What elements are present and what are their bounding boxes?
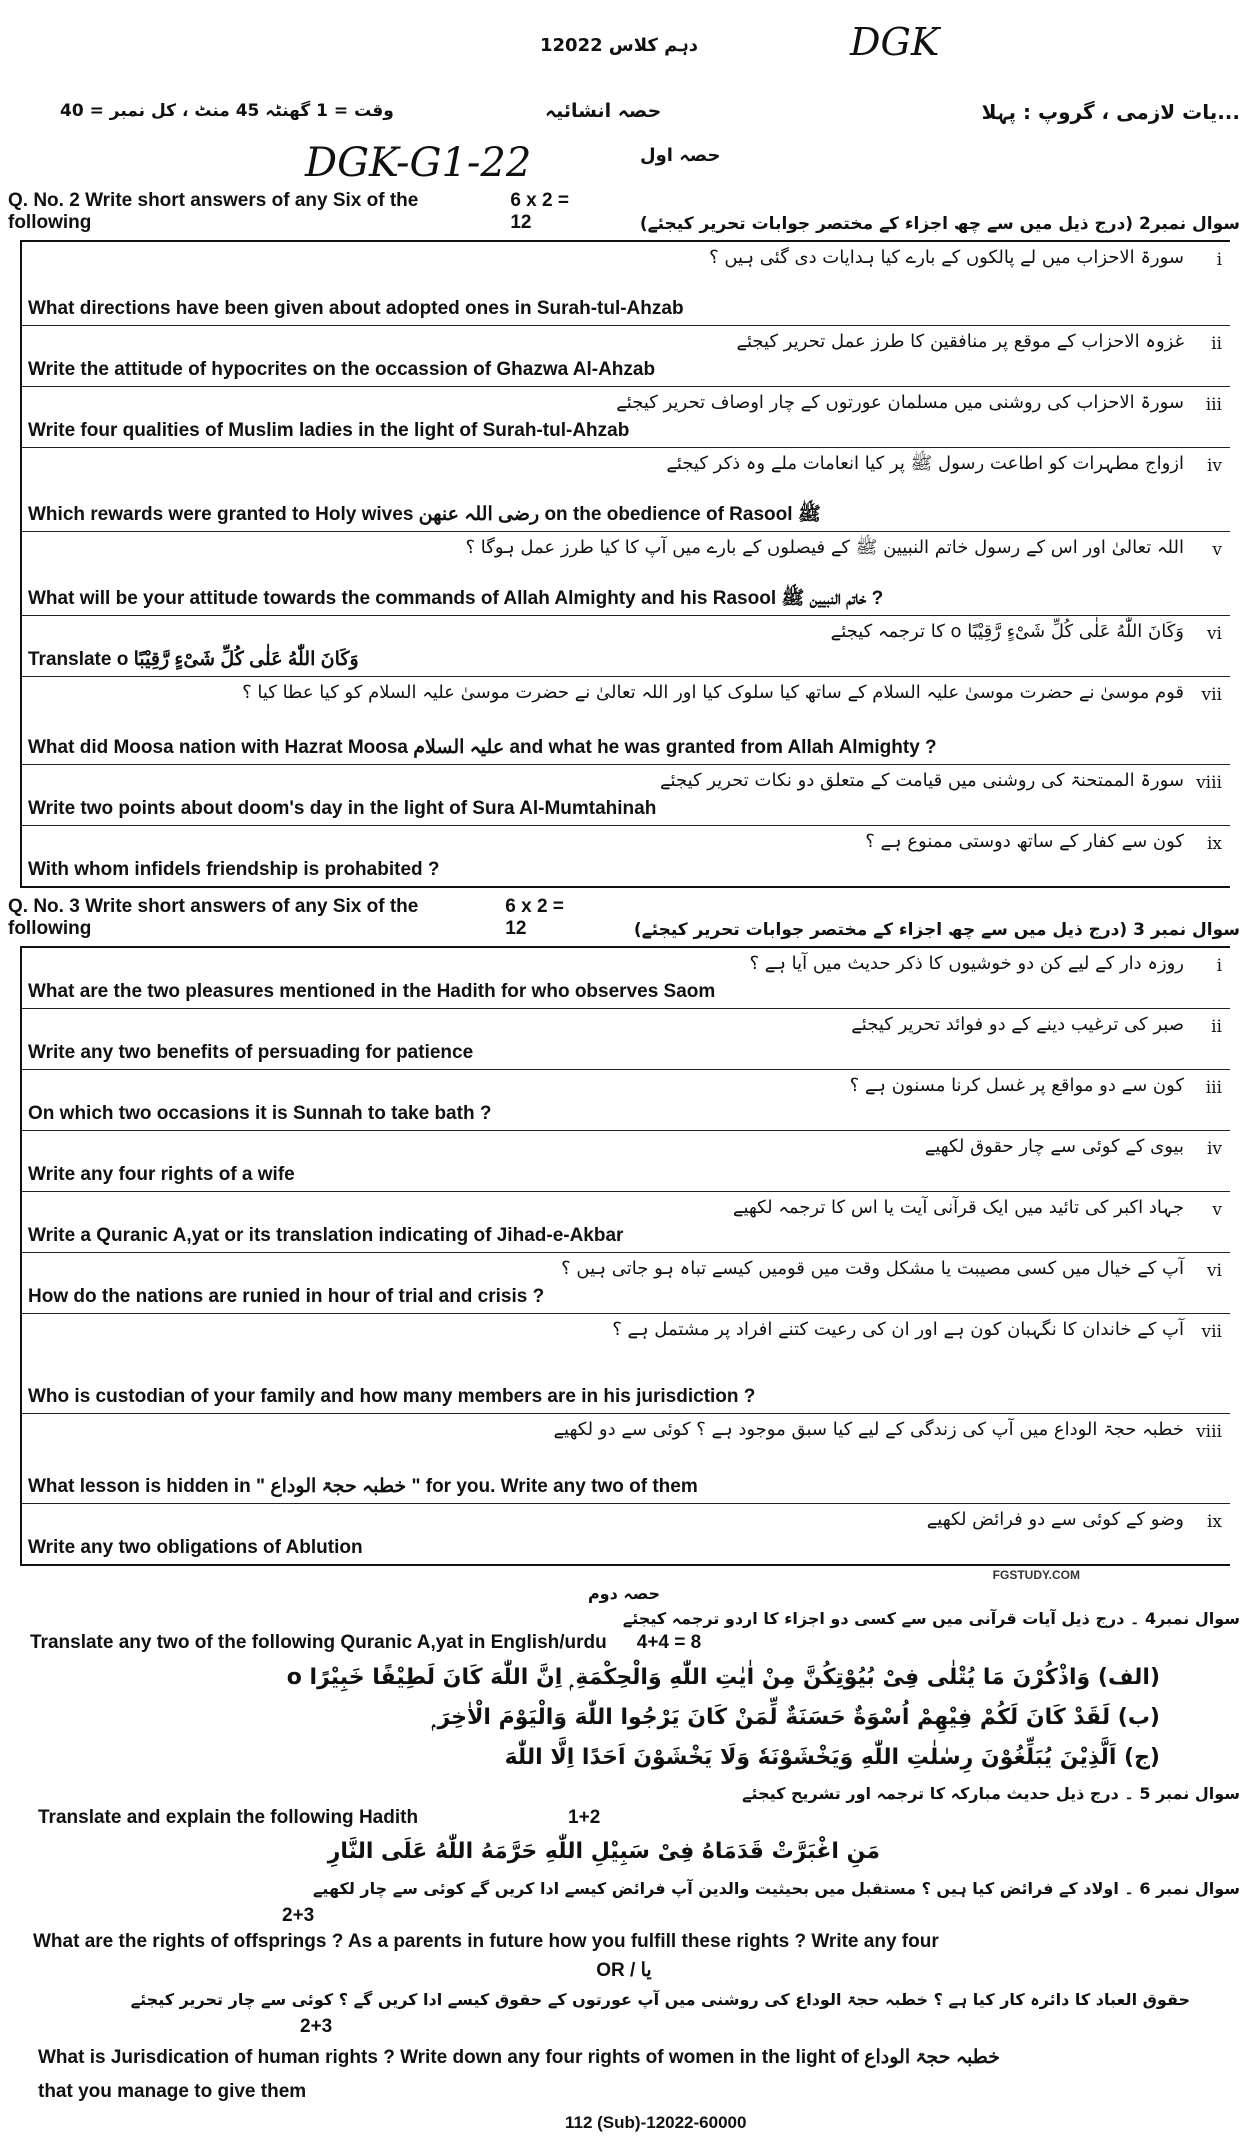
watermark: FGSTUDY.COM <box>992 1568 1080 1582</box>
question-english: Write the attitude of hypocrites on the occassion of Ghazwa Al-Ahzab <box>28 359 656 380</box>
question-number: vi <box>1206 1261 1222 1281</box>
class-year: دہم کلاس 12022 <box>540 35 699 56</box>
q3-marks: 6 x 2 = 12 <box>505 896 564 939</box>
question-english: What will be your attitude towards the commands of Allah Almighty and his Rasool خاتم النبیین ﷺ ? <box>28 588 884 609</box>
question-number: ix <box>1206 1512 1222 1532</box>
q2-title-urdu: سوال نمبر2 (درج ذیل میں سے چھ اجزاء کے مختصر جوابات تحریر کیجئے) <box>639 214 1240 234</box>
question-number: i <box>1216 956 1222 976</box>
question-number: vii <box>1201 1322 1222 1342</box>
question-number: ii <box>1211 1017 1222 1037</box>
question-urdu: روزہ دار کے لیے کن دو خوشیوں کا ذکر حدیث میں آیا ہے ؟ <box>749 953 1184 974</box>
question-number: iv <box>1206 456 1222 476</box>
question-english: Write two points about doom's day in the light of Sura Al-Mumtahinah <box>28 798 657 819</box>
question-english: On which two occasions it is Sunnah to take bath ? <box>28 1103 492 1124</box>
q4-ayat-a: (الف) وَاذْكُرْنَ مَا يُتْلٰى فِىْ بُيُوْتِكُنَّ مِنْ اٰيٰتِ اللّٰهِ وَالْحِكْمَةِ ۭ اِنَّ اللّٰهَ كَانَ لَطِيْفًا خَبِيْرًا o <box>286 1665 1160 1690</box>
handwritten-code: DGK <box>850 20 940 64</box>
question-number: iii <box>1205 1078 1222 1098</box>
part-one-title: حصہ اول <box>640 145 721 166</box>
q2-question-row <box>22 326 1230 387</box>
q4-title-urdu: سوال نمبر4 ۔ درج ذیل آیات قرآنی میں سے کسی دو اجزاء کا اردو ترجمہ کیجئے <box>622 1609 1240 1628</box>
q3-question-row <box>22 1504 1230 1564</box>
question-urdu: صبر کی ترغیب دینے کے دو فوائد تحریر کیجئے <box>851 1014 1184 1035</box>
footer-code: 112 (Sub)-12022-60000 <box>565 2113 747 2132</box>
question-urdu: بیوی کے کوئی سے چار حقوق لکھیے <box>924 1136 1184 1157</box>
question-urdu: سورۃ الاحزاب کی روشنی میں مسلمان عورتوں کے چار اوصاف تحریر کیجئے <box>616 392 1184 413</box>
q3-question-row <box>22 1009 1230 1070</box>
q3-question-row <box>22 1131 1230 1192</box>
q2-question-row <box>22 387 1230 448</box>
question-english: Write any four rights of a wife <box>28 1164 295 1185</box>
question-number: v <box>1212 540 1222 560</box>
q2-question-row <box>22 448 1230 532</box>
q3-question-row <box>22 1192 1230 1253</box>
q4-title: Translate any two of the following Quranic A,yat in English/urdu <box>30 1632 607 1653</box>
question-english: What did Moosa nation with Hazrat Moosa علیہ السلام and what he was granted from Allah Almighty ? <box>28 737 937 758</box>
question-urdu: جہاد اکبر کی تائید میں ایک قرآنی آیت یا اس کا ترجمہ لکھیے <box>732 1197 1184 1218</box>
question-urdu: آپ کے خیال میں کسی مصیبت یا مشکل وقت میں قومیں کیسے تباہ ہو جاتی ہیں ؟ <box>561 1258 1184 1279</box>
q6-or: OR / یا <box>596 1960 652 1981</box>
q6-marks: 2+3 <box>282 1905 315 1926</box>
question-urdu: غزوہ الاحزاب کے موقع پر منافقین کا طرز عمل تحریر کیجئے <box>736 331 1184 352</box>
question-number: iii <box>1205 395 1222 415</box>
q3-box <box>20 946 1230 1566</box>
question-number: viii <box>1196 1422 1222 1442</box>
question-urdu: سورۃ الاحزاب میں لے پالکوں کے بارے کیا ہدایات دی گئی ہیں ؟ <box>709 247 1184 268</box>
q2-question-row <box>22 616 1230 677</box>
q5-title-urdu: سوال نمبر 5 ۔ درج ذیل حدیث مبارکہ کا ترجمہ اور تشریح کیجئے <box>742 1784 1240 1803</box>
q5-line <box>8 1807 1240 1829</box>
section-title: حصہ انشائیہ <box>545 100 662 122</box>
question-english: Translate o وَكَانَ اللّٰهُ عَلٰى كُلِّ شَىْءٍ رَّقِيْبًا <box>28 649 359 670</box>
question-english: Write any two benefits of persuading for patience <box>28 1042 474 1063</box>
paper-body <box>0 190 1250 2153</box>
q3-question-row <box>22 1314 1230 1414</box>
q4-marks: 4+4 = 8 <box>636 1632 702 1653</box>
q3-title-urdu: سوال نمبر 3 (درج ذیل میں سے چھ اجزاء کے مختصر جوابات تحریر کیجئے) <box>633 920 1240 940</box>
question-english: Write a Quranic A,yat or its translation indicating of Jihad-e-Akbar <box>28 1225 624 1246</box>
question-urdu: آپ کے خاندان کا نگہبان کون ہے اور ان کی رعیت کتنے افراد پر مشتمل ہے ؟ <box>612 1319 1184 1340</box>
q6-title-urdu: سوال نمبر 6 ۔ اولاد کے فرائض کیا ہیں ؟ مستقبل میں بحیثیت والدین آپ فرائض کیسے ادا کریں گے کوئی سے چار لکھیے <box>313 1879 1240 1898</box>
q6-title: What are the rights of offsprings ? As a parents in future how you fulfill these rights ? Write any four <box>33 1931 939 1952</box>
q5-marks: 1+2 <box>568 1807 601 1828</box>
question-english: Write four qualities of Muslim ladies in the light of Surah-tul-Ahzab <box>28 420 630 441</box>
q4-line <box>8 1632 1240 1654</box>
q6-alt-title-cont: that you manage to give them <box>38 2081 307 2102</box>
question-urdu: قوم موسیٰ نے حضرت موسیٰ علیہ السلام کے ساتھ کیا سلوک کیا اور اللہ تعالیٰ نے حضرت موسیٰ علیہ السلام کو کیا عطا کیا ؟ <box>242 682 1184 703</box>
question-urdu: ازواج مطہرات کو اطاعت رسول ﷺ پر کیا انعامات ملے وہ ذکر کیجئے <box>666 453 1184 474</box>
question-urdu: اللہ تعالیٰ اور اس کے رسول خاتم النبیین ﷺ کے فیصلوں کے بارے میں آپ کا کیا طرز عمل ہوگا ؟ <box>465 537 1184 558</box>
q3-title: Q. No. 3 Write short answers of any Six of the following <box>8 896 419 939</box>
handwritten-ref: DGK-G1-22 <box>305 140 532 186</box>
question-english: Write any two obligations of Ablution <box>28 1537 363 1558</box>
q2-header <box>8 190 1240 234</box>
q5-hadith: مَنِ اغْبَرَّتْ قَدَمَاهُ فِىْ سَبِيْلِ اللّٰهِ حَرَّمَهُ اللّٰهُ عَلَى النَّارِ <box>327 1839 880 1864</box>
question-english: What lesson is hidden in " خطبہ حجۃ الوداع " for you. Write any two of them <box>28 1476 698 1497</box>
q2-question-row <box>22 826 1230 886</box>
q3-header <box>8 896 1240 940</box>
q3-question-row <box>22 1070 1230 1131</box>
question-number: vi <box>1206 624 1222 644</box>
question-urdu: کون سے کفار کے ساتھ دوستی ممنوع ہے ؟ <box>865 831 1184 852</box>
q5-title: Translate and explain the following Hadith <box>38 1807 419 1828</box>
question-urdu: خطبہ حجۃ الوداع میں آپ کی زندگی کے لیے کیا سبق موجود ہے ؟ کوئی سے دو لکھیے <box>553 1419 1184 1440</box>
q2-marks: 6 x 2 = 12 <box>510 190 569 233</box>
question-english: Which rewards were granted to Holy wives رضی اللہ عنھن on the obedience of Rasool ﷺ <box>28 504 821 525</box>
question-urdu: وضو کے کوئی سے دو فرائض لکھیے <box>926 1509 1184 1530</box>
q2-question-row <box>22 677 1230 765</box>
part-two-title: حصہ دوم <box>587 1584 661 1603</box>
question-number: i <box>1216 250 1222 270</box>
paper-header <box>0 0 1250 186</box>
subject-group: ...یات لازمی ، گروپ : پہلا <box>981 100 1240 124</box>
question-english: What are the two pleasures mentioned in the Hadith for who observes Saom <box>28 981 716 1002</box>
question-english: What directions have been given about adopted ones in Surah-tul-Ahzab <box>28 298 684 319</box>
question-number: ix <box>1206 834 1222 854</box>
q4-ayat-b: (ب) لَقَدْ كَانَ لَكُمْ فِيْهِمْ اُسْوَةٌ حَسَنَةٌ لِّمَنْ كَانَ يَرْجُوا اللّٰهَ وَالْيَوْمَ الْاٰخِرَ ۭ <box>432 1705 1160 1730</box>
q4-ayat-c: (ج) اَلَّذِيْنَ يُبَلِّغُوْنَ رِسٰلٰتِ اللّٰهِ وَيَخْشَوْنَهٗ وَلَا يَخْشَوْنَ اَحَدًا اِلَّا اللّٰهَ <box>504 1745 1160 1770</box>
question-english: With whom infidels friendship is prohabited ? <box>28 859 440 880</box>
q2-question-row <box>22 242 1230 326</box>
question-urdu: کون سے دو مواقع پر غسل کرنا مسنون ہے ؟ <box>849 1075 1184 1096</box>
time-marks: وقت = 1 گھنٹہ 45 منٹ ، کل نمبر = 40 <box>60 101 394 121</box>
q6-alt-marks: 2+3 <box>300 2016 333 2037</box>
question-english: How do the nations are runied in hour of trial and crisis ? <box>28 1286 545 1307</box>
q2-question-row <box>22 532 1230 616</box>
question-english: Who is custodian of your family and how many members are in his jurisdiction ? <box>28 1386 756 1407</box>
question-urdu: سورۃ الممتحنۃ کی روشنی میں قیامت کے متعلق دو نکات تحریر کیجئے <box>659 770 1184 791</box>
q6-alt-title: What is Jurisdication of human rights ? Write down any four rights of women in the light of خطبہ حجۃ الوداع <box>38 2047 1001 2068</box>
q2-question-row <box>22 765 1230 826</box>
q3-question-row <box>22 1253 1230 1314</box>
question-number: viii <box>1196 773 1222 793</box>
question-urdu: وَكَانَ اللّٰهُ عَلٰى كُلِّ شَىْءٍ رَّقِيْبًا o کا ترجمہ کیجئے <box>830 621 1184 642</box>
q2-box <box>20 240 1230 888</box>
question-number: iv <box>1206 1139 1222 1159</box>
question-number: v <box>1212 1200 1222 1220</box>
question-number: ii <box>1211 334 1222 354</box>
q3-question-row <box>22 1414 1230 1504</box>
q6-alt-urdu: حقوق العباد کا دائرہ کار کیا ہے ؟ خطبہ حجۃ الوداع کی روشنی میں آپ عورتوں کے حقوق کیسے ادا کریں گے ؟ کوئی سے چار تحریر کیجئے <box>130 1990 1190 2009</box>
q2-title: Q. No. 2 Write short answers of any Six of the following <box>8 190 419 233</box>
q3-question-row <box>22 948 1230 1009</box>
question-number: vii <box>1201 685 1222 705</box>
